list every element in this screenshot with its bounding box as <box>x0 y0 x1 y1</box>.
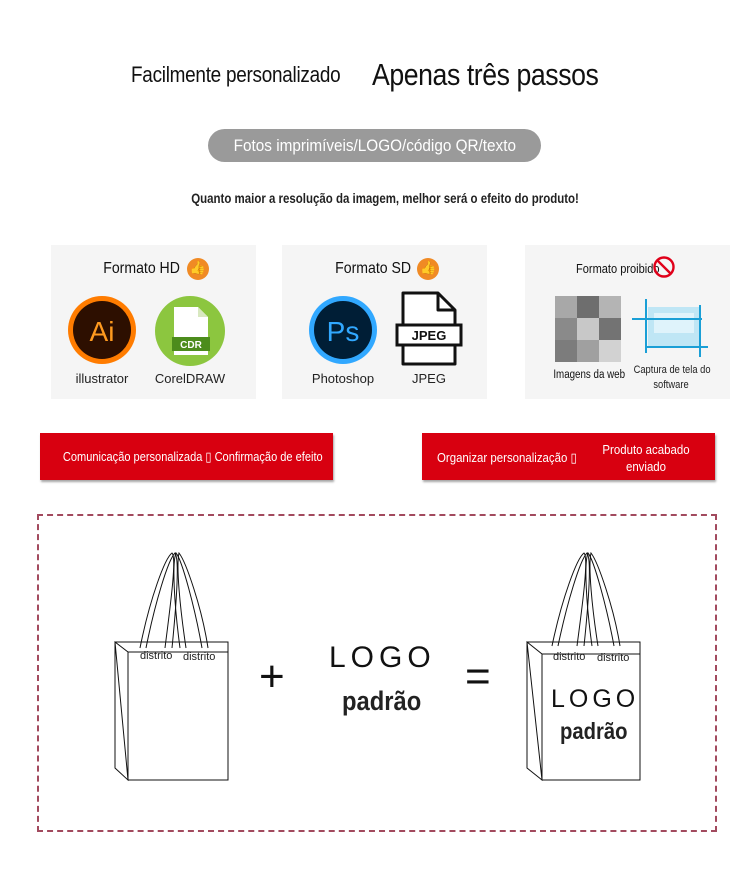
banner-production-text: Organizar personalização ▯ <box>437 450 577 465</box>
supported-content-pill <box>208 129 541 162</box>
panel-hd-format <box>51 245 256 399</box>
panel-forbidden-format <box>525 245 730 399</box>
title-small: Facilmente personalizado <box>131 62 341 87</box>
printed-tote-bag-illustration <box>522 548 646 784</box>
bag-logo-standard-label: padrão <box>560 718 628 744</box>
bag-handle-label-right: distrito <box>597 652 630 664</box>
resolution-note-text: Quanto maior a resolução da imagem, melhor será o efeito do produto! <box>191 191 580 206</box>
logo-word: LOGO <box>329 641 436 674</box>
screenshot-crop-icon <box>630 295 710 361</box>
pixelated-image-icon <box>555 296 621 362</box>
jpeg-label: JPEG <box>412 371 446 386</box>
panel-hd-title <box>51 258 256 280</box>
illustrator-glyph: Ai <box>89 316 115 347</box>
panel-sd-title <box>282 258 487 280</box>
jpeg-file-icon <box>394 290 464 368</box>
pill-text: Fotos imprimíveis/LOGO/código QR/texto <box>233 135 516 155</box>
screenshot-label <box>627 363 715 393</box>
web-image-label <box>547 369 631 381</box>
jpeg-glyph: JPEG <box>411 328 447 343</box>
photoshop-icon <box>308 295 378 365</box>
resolution-note <box>0 191 749 206</box>
thumbs-up-icon <box>187 258 209 280</box>
page-title: Apenas três passos <box>372 57 599 92</box>
photoshop-glyph: Ps <box>326 316 360 347</box>
coreldraw-icon <box>154 295 226 367</box>
panel-sd-format <box>282 245 487 399</box>
bag-logo-word: LOGO <box>551 685 640 713</box>
coreldraw-glyph: CDR <box>180 340 202 351</box>
banner-production <box>422 433 715 480</box>
coreldraw-label: CorelDRAW <box>154 371 226 386</box>
screenshot-label-line2: software <box>653 379 689 391</box>
thumbs-up-icon <box>417 258 439 280</box>
panel-forbidden-title-text: Formato proibido <box>576 261 660 277</box>
panel-hd-title-text: Formato HD <box>103 260 181 277</box>
banner-shipped-line2: enviado <box>625 459 667 474</box>
illustrator-icon <box>67 295 137 365</box>
bag-handle-label-left: distrito <box>553 651 586 663</box>
web-image-label-text: Imagens da web <box>553 369 626 381</box>
banner-communication <box>40 433 333 480</box>
screenshot-label-line1: Captura de tela do <box>633 364 711 376</box>
panel-sd-title-text: Formato SD <box>335 260 411 277</box>
equals-sign: = <box>465 652 491 701</box>
plus-sign: + <box>259 652 285 701</box>
illustrator-label: illustrator <box>75 371 129 386</box>
banner-communication-text: Comunicação personalizada ▯ Confirmação de efeito <box>62 449 323 464</box>
bag-handle-label-right: distrito <box>183 651 216 663</box>
blank-tote-bag-illustration <box>110 548 236 784</box>
photoshop-label: Photoshop <box>311 371 375 386</box>
banner-shipped-line1: Produto acabado <box>602 442 690 457</box>
prohibited-icon <box>652 255 676 279</box>
logo-standard-label: padrão <box>342 686 422 716</box>
bag-handle-label-left: distrito <box>140 650 173 662</box>
